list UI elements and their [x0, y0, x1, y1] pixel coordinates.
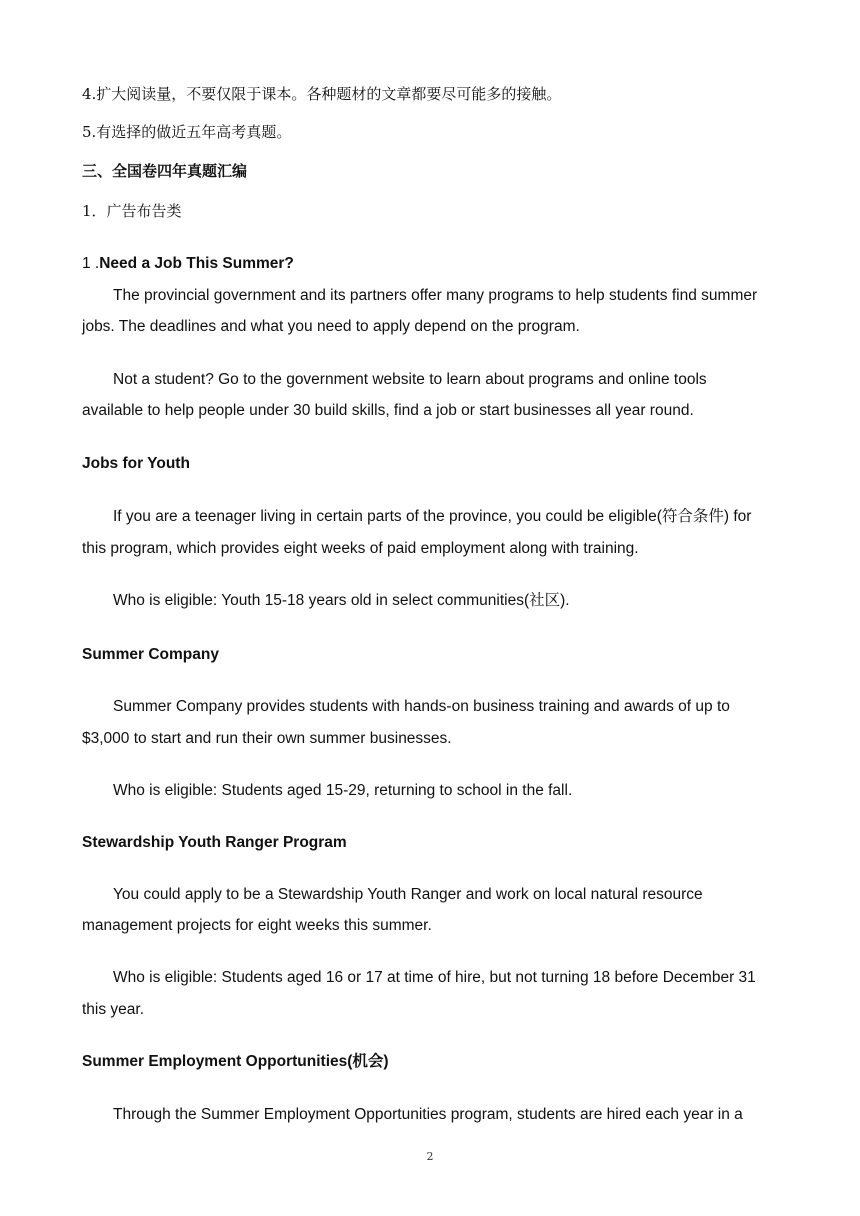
section-heading-summer-employment: Summer Employment Opportunities(机会)	[82, 1053, 389, 1070]
passage-title: Need a Job This Summer?	[99, 255, 294, 272]
intro-item-4: 4.扩大阅读量，不要仅限于课本。各种题材的文章都要尽可能多的接触。	[82, 85, 562, 103]
passage-intro-line-1: The provincial government and its partners offer many programs to help students find summer	[113, 287, 758, 304]
subsection-heading: 1．广告布告类	[82, 202, 182, 220]
stewardship-eligible-2: this year.	[82, 1001, 145, 1018]
summer-company-body-1: Summer Company provides students with hands-on business training and awards of up to	[113, 698, 730, 715]
section-heading-stewardship: Stewardship Youth Ranger Program	[82, 834, 347, 851]
stewardship-body-1: You could apply to be a Stewardship Youth Ranger and work on local natural resource	[113, 886, 703, 903]
page-number: 2	[426, 1150, 434, 1163]
section-heading: 三、全国卷四年真题汇编	[82, 162, 248, 180]
summer-company-eligible: Who is eligible: Students aged 15-29, returning to school in the fall.	[113, 782, 573, 799]
stewardship-body-2: management projects for eight weeks this summer.	[82, 917, 432, 934]
passage-number: 1 .	[82, 255, 100, 272]
stewardship-eligible-1: Who is eligible: Students aged 16 or 17 at time of hire, but not turning 18 before December 31	[113, 969, 756, 986]
summer-employment-body-1: Through the Summer Employment Opportunities program, students are hired each year in a	[113, 1106, 743, 1123]
section-heading-summer-company: Summer Company	[82, 646, 219, 663]
intro-item-5: 5.有选择的做近五年高考真题。	[82, 123, 292, 141]
passage-intro-line-2: jobs. The deadlines and what you need to apply depend on the program.	[82, 318, 580, 335]
section-heading-jobs-for-youth: Jobs for Youth	[82, 455, 190, 472]
jobs-for-youth-body-1: If you are a teenager living in certain parts of the province, you could be eligible(符合条件) for	[113, 508, 752, 525]
jobs-for-youth-body-2: this program, which provides eight weeks of paid employment along with training.	[82, 540, 639, 557]
passage-title-line	[82, 254, 790, 274]
not-student-line-1: Not a student? Go to the government website to learn about programs and online tools	[113, 371, 707, 388]
not-student-line-2: available to help people under 30 build skills, find a job or start businesses all year round.	[82, 402, 694, 419]
jobs-for-youth-eligible: Who is eligible: Youth 15-18 years old in select communities(社区).	[113, 592, 570, 609]
summer-company-body-2: $3,000 to start and run their own summer businesses.	[82, 730, 452, 747]
